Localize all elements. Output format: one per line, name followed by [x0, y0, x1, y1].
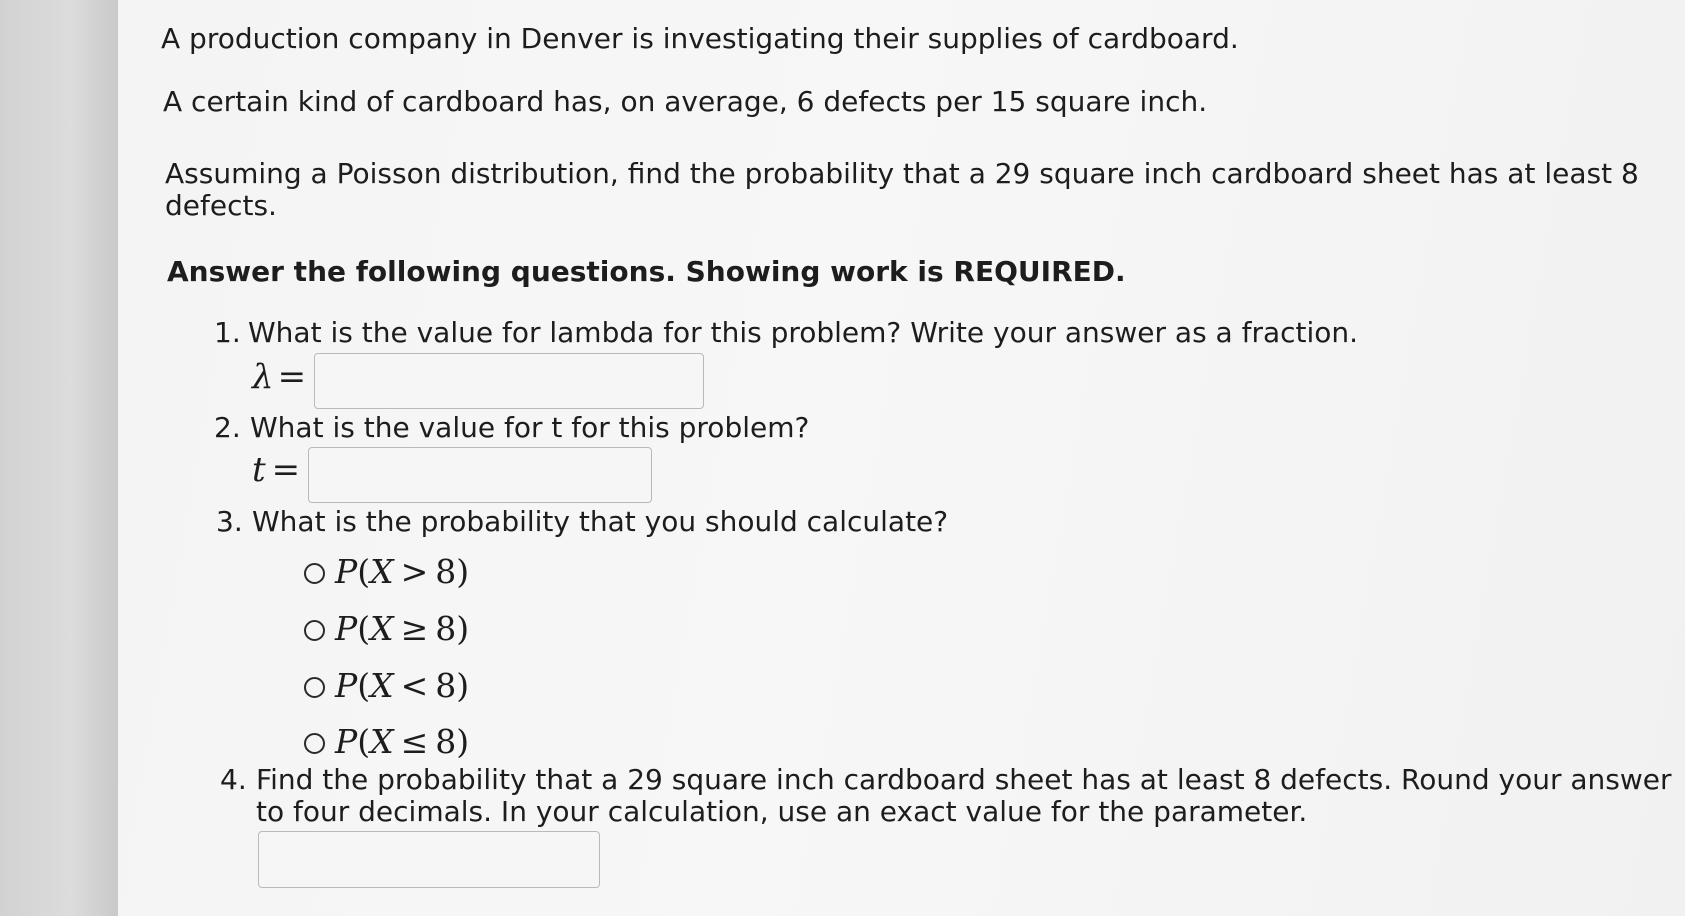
q4-number: 4. — [220, 763, 247, 796]
q1-number: 1. — [214, 316, 241, 349]
instructions-heading: Answer the following questions. Showing work is REQUIRED. — [167, 255, 1126, 288]
lambda-answer-input[interactable] — [314, 353, 704, 409]
left-bezel — [0, 0, 118, 916]
t-answer-input[interactable] — [308, 447, 652, 503]
q4-text-line-2: to four decimals. In your calculation, use an exact value for the parameter. — [256, 795, 1308, 828]
q3-text: What is the probability that you should calculate? — [252, 505, 949, 538]
option-greater-equal[interactable]: P(X ≥ 8) — [335, 609, 470, 648]
option-radio-less-equal[interactable] — [304, 733, 325, 754]
probability-answer-input[interactable] — [258, 831, 600, 888]
problem-task-line-2: defects. — [165, 189, 277, 222]
lambda-label — [252, 357, 307, 397]
problem-intro: A production company in Denver is investigating their supplies of cardboard. — [161, 22, 1239, 55]
q3-number: 3. — [216, 505, 243, 538]
lambda-equals: = — [277, 357, 307, 397]
q2-text: What is the value for t for this problem? — [250, 411, 810, 444]
option-less-than[interactable]: P(X < 8) — [335, 666, 470, 705]
question-page — [118, 0, 1685, 916]
problem-rate-statement: A certain kind of cardboard has, on average, 6 defects per 15 square inch. — [163, 85, 1208, 118]
option-less-equal[interactable]: P(X ≤ 8) — [335, 722, 470, 761]
option-radio-greater-than[interactable] — [304, 563, 325, 584]
t-symbol: t — [252, 450, 266, 490]
problem-task-line-1: Assuming a Poisson distribution, find the probability that a 29 square inch cardboard sheet has at least 8 — [165, 157, 1639, 190]
q1-text: What is the value for lambda for this problem? Write your answer as a fraction. — [248, 316, 1359, 349]
lambda-symbol: λ — [252, 357, 274, 397]
option-radio-less-than[interactable] — [304, 677, 325, 698]
t-label — [252, 450, 301, 490]
option-greater-than[interactable]: P(X > 8) — [335, 552, 470, 591]
option-radio-greater-equal[interactable] — [304, 620, 325, 641]
q4-text-line-1: Find the probability that a 29 square inch cardboard sheet has at least 8 defects. Round your answer — [256, 763, 1672, 796]
q2-number: 2. — [214, 411, 241, 444]
t-equals: = — [271, 450, 301, 490]
